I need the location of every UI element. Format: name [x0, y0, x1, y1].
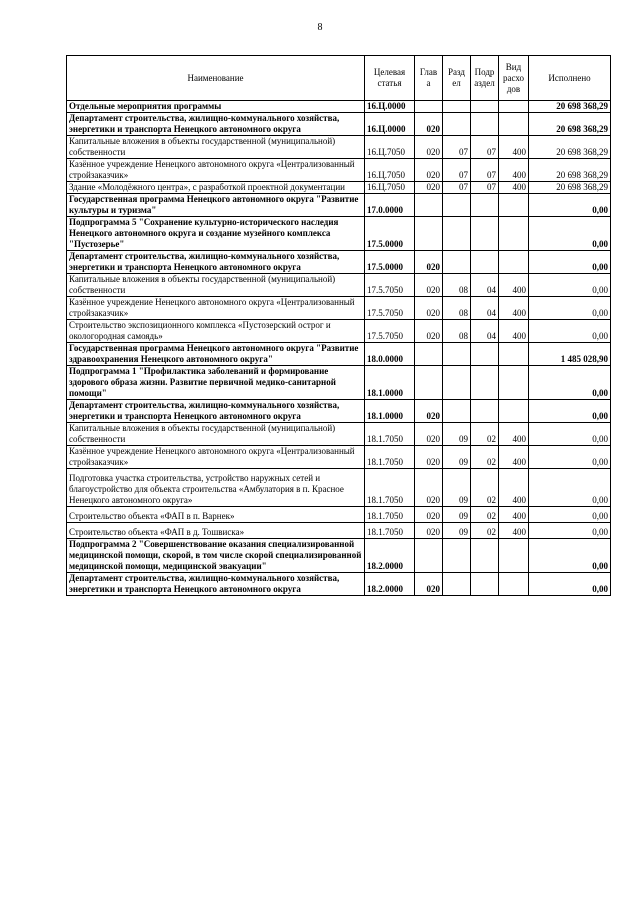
row-chapter: 020 [415, 400, 443, 423]
row-chapter: 020 [415, 136, 443, 159]
row-expense-type: 400 [499, 297, 529, 320]
row-executed-amount: 0,00 [529, 539, 611, 573]
table-row [67, 113, 611, 136]
row-expense-type: 400 [499, 507, 529, 523]
row-executed-amount: 20 698 368,29 [529, 101, 611, 113]
row-subsection [471, 101, 499, 113]
row-expense-type [499, 573, 529, 596]
row-section: 09 [443, 507, 471, 523]
row-name: Департамент строительства, жилищно-коммунального хозяйства, энергетики и транспорта Ненецкого автономного округа [67, 251, 365, 274]
table-row [67, 469, 611, 507]
row-chapter: 020 [415, 320, 443, 343]
row-executed-amount: 0,00 [529, 194, 611, 217]
row-subsection [471, 217, 499, 251]
row-chapter: 020 [415, 573, 443, 596]
row-name: Отдельные мероприятия программы [67, 101, 365, 113]
row-section [443, 217, 471, 251]
row-name: Казённое учреждение Ненецкого автономного округа «Централизованный стройзаказчик» [67, 297, 365, 320]
row-executed-amount: 0,00 [529, 523, 611, 539]
row-executed-amount: 0,00 [529, 400, 611, 423]
row-expense-type [499, 217, 529, 251]
header-target: Целевая статья [365, 56, 415, 101]
row-chapter [415, 366, 443, 400]
row-executed-amount: 0,00 [529, 217, 611, 251]
row-section [443, 366, 471, 400]
row-expense-type [499, 539, 529, 573]
row-executed-amount: 0,00 [529, 469, 611, 507]
row-subsection [471, 343, 499, 366]
row-section [443, 251, 471, 274]
row-chapter: 020 [415, 274, 443, 297]
row-subsection: 04 [471, 320, 499, 343]
row-expense-type: 400 [499, 159, 529, 182]
table-row [67, 343, 611, 366]
header-row [67, 56, 611, 101]
row-executed-amount: 20 698 368,29 [529, 159, 611, 182]
row-subsection: 02 [471, 507, 499, 523]
table-row [67, 297, 611, 320]
row-expense-type [499, 400, 529, 423]
row-section: 09 [443, 469, 471, 507]
row-executed-amount: 0,00 [529, 366, 611, 400]
row-name: Государственная программа Ненецкого автономного округа "Развитие культуры и туризма" [67, 194, 365, 217]
row-expense-type [499, 251, 529, 274]
row-target-code: 18.2.0000 [365, 573, 415, 596]
row-name: Здание «Молодёжного центра», с разработкой проектной документации [67, 182, 365, 194]
row-expense-type: 400 [499, 523, 529, 539]
row-subsection: 02 [471, 446, 499, 469]
row-expense-type [499, 194, 529, 217]
table-row [67, 320, 611, 343]
row-name: Капитальные вложения в объекты государственной (муниципальной) собственности [67, 423, 365, 446]
row-name: Департамент строительства, жилищно-коммунального хозяйства, энергетики и транспорта Ненецкого автономного округа [67, 573, 365, 596]
row-chapter: 020 [415, 159, 443, 182]
row-section [443, 573, 471, 596]
row-expense-type: 400 [499, 446, 529, 469]
page-number: 8 [317, 22, 323, 33]
row-expense-type [499, 366, 529, 400]
row-section [443, 343, 471, 366]
table-row [67, 366, 611, 400]
row-chapter: 020 [415, 297, 443, 320]
row-executed-amount: 0,00 [529, 297, 611, 320]
row-name: Департамент строительства, жилищно-коммунального хозяйства, энергетики и транспорта Ненецкого автономного округа [67, 400, 365, 423]
row-name: Капитальные вложения в объекты государственной (муниципальной) собственности [67, 136, 365, 159]
row-section: 07 [443, 159, 471, 182]
row-executed-amount: 20 698 368,29 [529, 136, 611, 159]
row-chapter [415, 217, 443, 251]
row-chapter: 020 [415, 113, 443, 136]
row-target-code: 18.2.0000 [365, 539, 415, 573]
row-name: Департамент строительства, жилищно-коммунального хозяйства, энергетики и транспорта Ненецкого автономного округа [67, 113, 365, 136]
row-expense-type: 400 [499, 274, 529, 297]
row-target-code: 18.1.0000 [365, 400, 415, 423]
header-executed: Исполнено [529, 56, 611, 101]
row-target-code: 17.5.7050 [365, 274, 415, 297]
row-subsection: 07 [471, 182, 499, 194]
row-subsection: 07 [471, 136, 499, 159]
row-target-code: 16.Ц.0000 [365, 101, 415, 113]
row-target-code: 18.1.0000 [365, 366, 415, 400]
row-target-code: 16.Ц.7050 [365, 159, 415, 182]
row-target-code: 18.1.7050 [365, 446, 415, 469]
row-section: 07 [443, 136, 471, 159]
row-name: Строительство объекта «ФАП в д. Тошвиска» [67, 523, 365, 539]
row-name: Подпрограмма 1 "Профилактика заболеваний и формирование здорового образа жизни. Развитие первичной медико-санитарной помощи" [67, 366, 365, 400]
row-chapter [415, 343, 443, 366]
row-executed-amount: 1 485 028,90 [529, 343, 611, 366]
header-section: Разд ел [443, 56, 471, 101]
row-section: 08 [443, 274, 471, 297]
row-executed-amount: 20 698 368,29 [529, 182, 611, 194]
row-section: 07 [443, 182, 471, 194]
table-row [67, 194, 611, 217]
row-chapter: 020 [415, 423, 443, 446]
header-chapter: Глав а [415, 56, 443, 101]
row-subsection [471, 194, 499, 217]
row-section [443, 539, 471, 573]
row-target-code: 18.1.7050 [365, 507, 415, 523]
row-section [443, 400, 471, 423]
table-row [67, 217, 611, 251]
row-executed-amount: 0,00 [529, 320, 611, 343]
row-expense-type: 400 [499, 320, 529, 343]
row-chapter: 020 [415, 251, 443, 274]
row-chapter: 020 [415, 446, 443, 469]
row-executed-amount: 20 698 368,29 [529, 113, 611, 136]
row-expense-type [499, 113, 529, 136]
row-section [443, 194, 471, 217]
row-chapter [415, 101, 443, 113]
row-expense-type: 400 [499, 469, 529, 507]
table-row [67, 136, 611, 159]
row-target-code: 18.1.7050 [365, 423, 415, 446]
table-row [67, 251, 611, 274]
header-subsection: Подр аздел [471, 56, 499, 101]
row-subsection [471, 400, 499, 423]
table-row [67, 539, 611, 573]
row-name: Подготовка участка строительства, устройство наружных сетей и благоустройство для объекта строительства «Амбулатория в п. Красное Ненецкого автономного округа» [67, 469, 365, 507]
table-body [67, 101, 611, 596]
table-row [67, 400, 611, 423]
row-subsection [471, 113, 499, 136]
row-expense-type: 400 [499, 136, 529, 159]
row-name: Государственная программа Ненецкого автономного округа "Развитие здравоохранения Ненецкого автономного округа" [67, 343, 365, 366]
table-row [67, 446, 611, 469]
row-name: Подпрограмма 2 "Совершенствование оказания специализированной медицинской помощи, скорой, в том числе скорой специализированной медицинской помощи, медицинской эвакуации" [67, 539, 365, 573]
row-executed-amount: 0,00 [529, 274, 611, 297]
row-section: 08 [443, 320, 471, 343]
row-subsection [471, 366, 499, 400]
header-expense-type: Вид расхо дов [499, 56, 529, 101]
row-name: Строительство объекта «ФАП в п. Варнек» [67, 507, 365, 523]
row-chapter: 020 [415, 182, 443, 194]
row-target-code: 17.0.0000 [365, 194, 415, 217]
row-executed-amount: 0,00 [529, 507, 611, 523]
table-row [67, 101, 611, 113]
row-executed-amount: 0,00 [529, 573, 611, 596]
row-chapter: 020 [415, 469, 443, 507]
table-row [67, 274, 611, 297]
row-expense-type: 400 [499, 423, 529, 446]
row-subsection: 02 [471, 423, 499, 446]
row-subsection: 04 [471, 297, 499, 320]
row-section: 09 [443, 423, 471, 446]
row-chapter [415, 194, 443, 217]
row-chapter: 020 [415, 523, 443, 539]
row-expense-type: 400 [499, 182, 529, 194]
header-name: Наименование [67, 56, 365, 101]
row-target-code: 18.0.0000 [365, 343, 415, 366]
row-name: Казённое учреждение Ненецкого автономного округа «Централизованный стройзаказчик» [67, 159, 365, 182]
table-row [67, 523, 611, 539]
row-target-code: 16.Ц.7050 [365, 182, 415, 194]
row-expense-type [499, 101, 529, 113]
row-subsection: 07 [471, 159, 499, 182]
row-subsection [471, 573, 499, 596]
row-executed-amount: 0,00 [529, 251, 611, 274]
table-row [67, 159, 611, 182]
row-target-code: 18.1.7050 [365, 523, 415, 539]
row-section [443, 113, 471, 136]
row-target-code: 16.Ц.7050 [365, 136, 415, 159]
row-executed-amount: 0,00 [529, 446, 611, 469]
row-subsection [471, 251, 499, 274]
row-chapter: 020 [415, 507, 443, 523]
row-section: 09 [443, 523, 471, 539]
budget-execution-table [66, 55, 611, 596]
row-chapter [415, 539, 443, 573]
row-subsection: 04 [471, 274, 499, 297]
row-name: Казённое учреждение Ненецкого автономного округа «Централизованный стройзаказчик» [67, 446, 365, 469]
row-target-code: 17.5.0000 [365, 217, 415, 251]
row-subsection [471, 539, 499, 573]
row-subsection: 02 [471, 523, 499, 539]
table-row [67, 507, 611, 523]
row-executed-amount: 0,00 [529, 423, 611, 446]
row-name: Капитальные вложения в объекты государственной (муниципальной) собственности [67, 274, 365, 297]
table-row [67, 182, 611, 194]
row-target-code: 16.Ц.0000 [365, 113, 415, 136]
row-expense-type [499, 343, 529, 366]
row-target-code: 17.5.7050 [365, 320, 415, 343]
table-row [67, 573, 611, 596]
row-target-code: 18.1.7050 [365, 469, 415, 507]
row-name: Подпрограмма 5 "Сохранение культурно-исторического наследия Ненецкого автономного округа и создание музейного комплекса "Пустозерье" [67, 217, 365, 251]
row-target-code: 17.5.7050 [365, 297, 415, 320]
row-section [443, 101, 471, 113]
table-row [67, 423, 611, 446]
row-subsection: 02 [471, 469, 499, 507]
row-section: 09 [443, 446, 471, 469]
row-section: 08 [443, 297, 471, 320]
row-name: Строительство экспозиционного комплекса «Пустозерский острог и окологородная самоядь» [67, 320, 365, 343]
row-target-code: 17.5.0000 [365, 251, 415, 274]
